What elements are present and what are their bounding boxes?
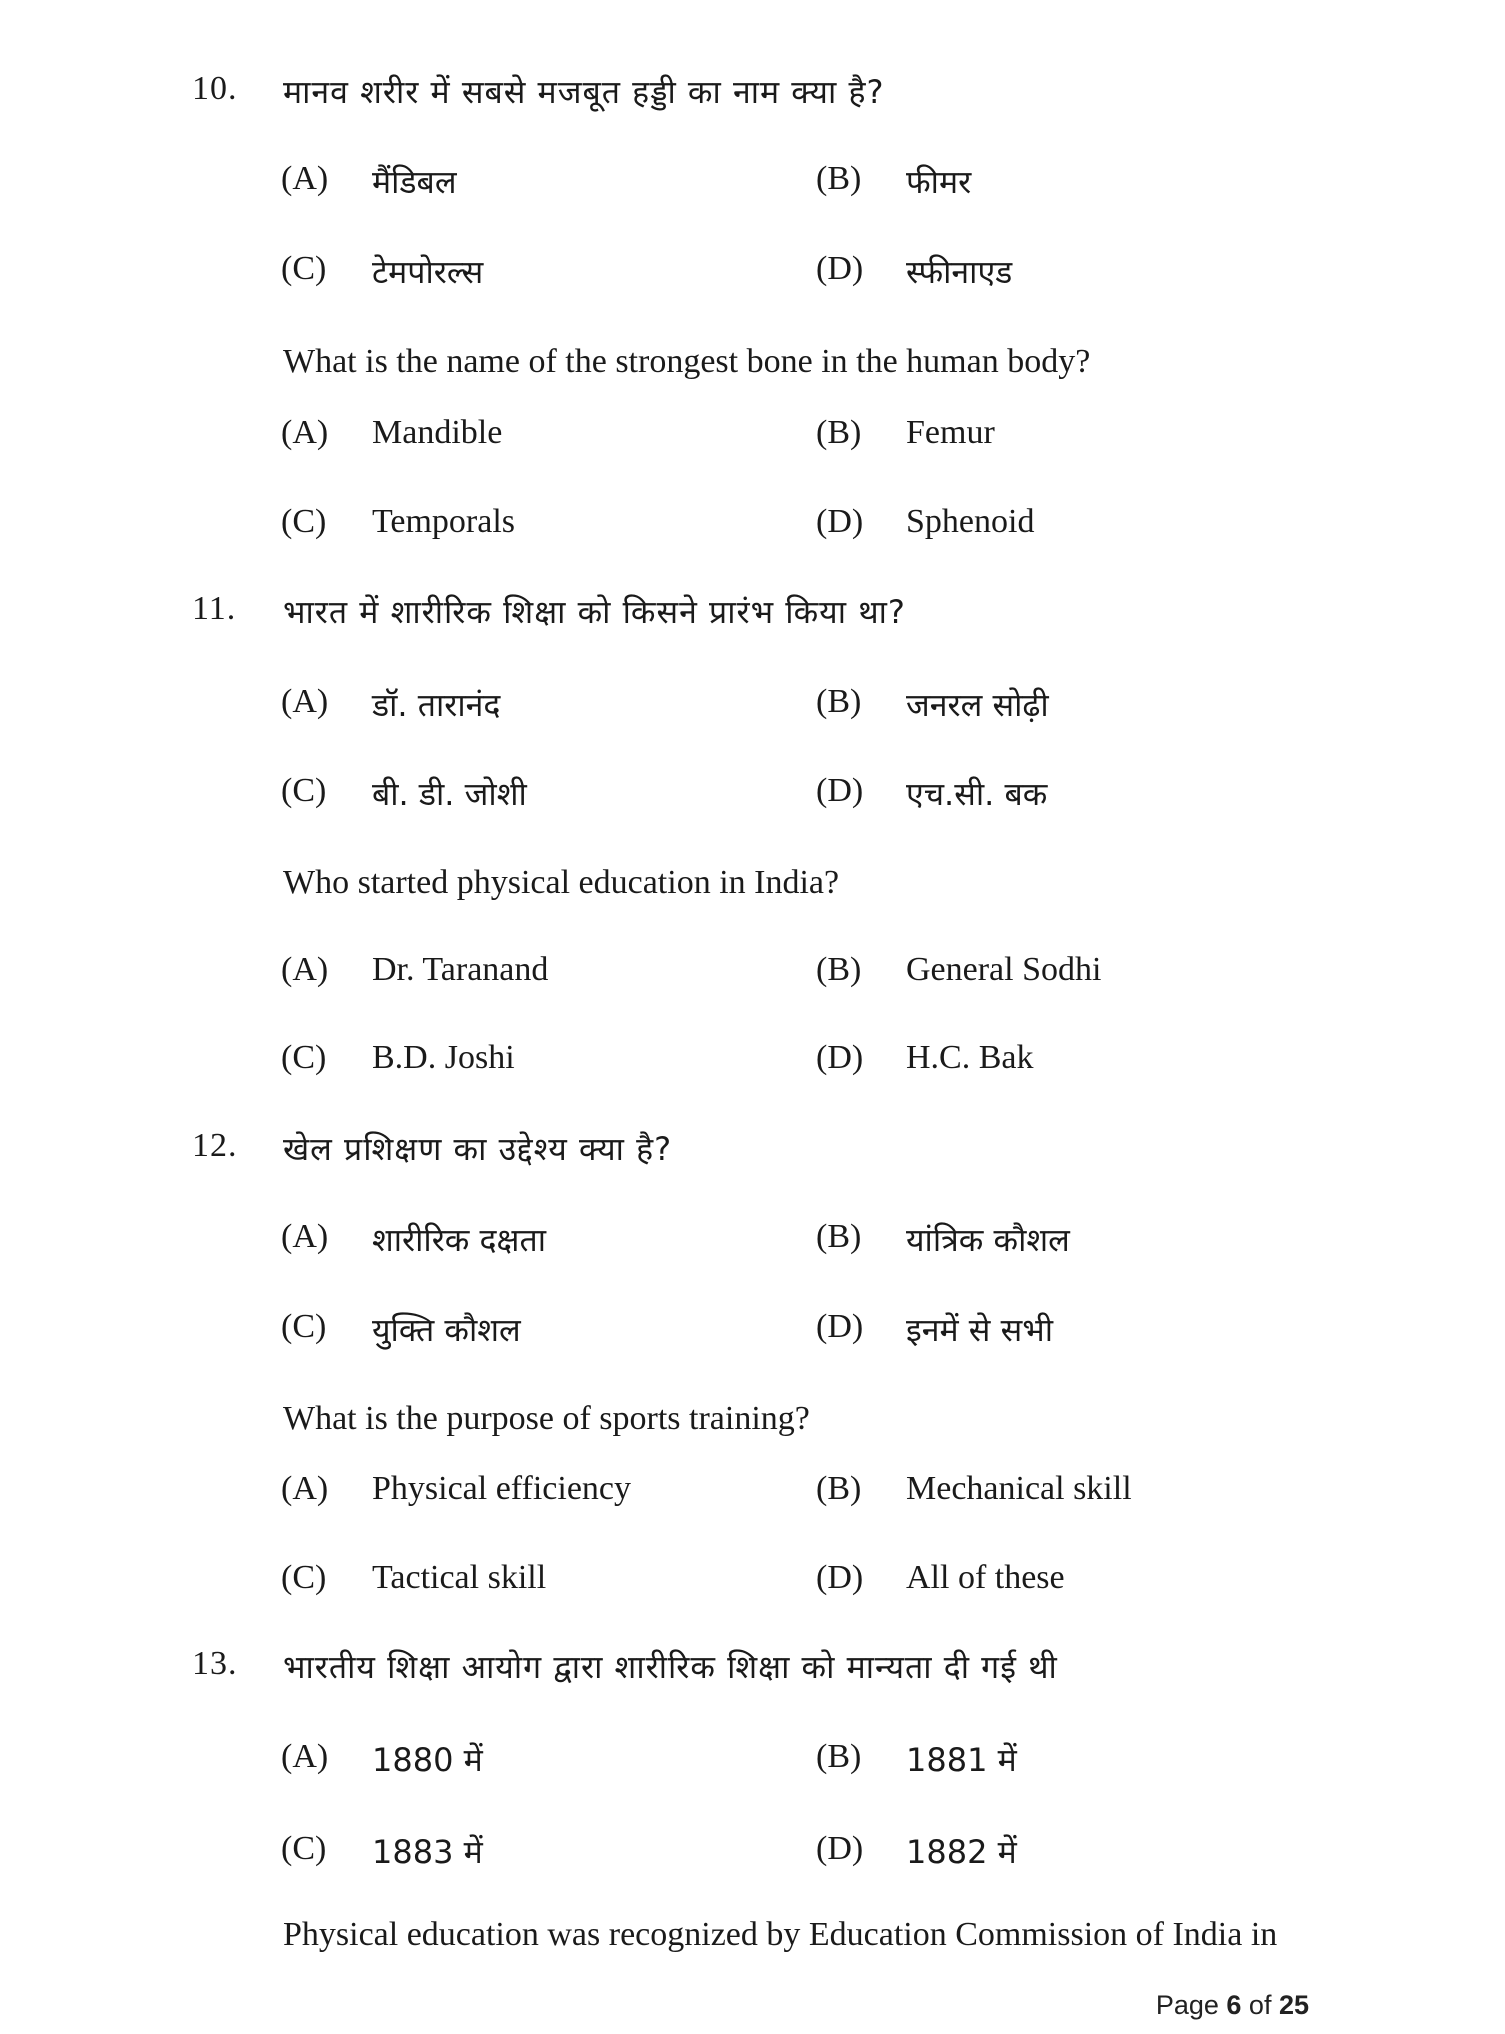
option-label: (A) <box>281 414 329 451</box>
option-text-english: Mandible <box>372 414 503 451</box>
option-label: (D) <box>816 772 864 809</box>
option-text-hindi: बी. डी. जोशी <box>372 775 527 813</box>
option-text-english: General Sodhi <box>906 951 1102 988</box>
option-text-hindi: एच.सी. बक <box>906 775 1048 813</box>
question-number: 11. <box>192 590 237 627</box>
page-current: 6 <box>1226 1990 1242 2020</box>
option-text-hindi: यांत्रिक कौशल <box>906 1221 1070 1259</box>
question-text-hindi: भारत में शारीरिक शिक्षा को किसने प्रारंभ किया था? <box>283 593 906 631</box>
option-text-english: Dr. Taranand <box>372 951 549 988</box>
option-text-hindi: फीमर <box>906 163 972 201</box>
option-text-hindi: जनरल सोढ़ी <box>906 686 1049 724</box>
option-label: (B) <box>816 1470 862 1507</box>
page-total: 25 <box>1278 1990 1309 2020</box>
option-label: (A) <box>281 1470 329 1507</box>
option-label: (D) <box>816 250 864 287</box>
option-text-hindi: युक्ति कौशल <box>372 1311 521 1349</box>
question-text-hindi: खेल प्रशिक्षण का उद्देश्य क्या है? <box>283 1130 673 1168</box>
option-text-english: Sphenoid <box>906 503 1035 540</box>
option-label: (C) <box>281 1559 327 1596</box>
option-label: (B) <box>816 1218 862 1255</box>
option-text-english: Temporals <box>372 503 516 540</box>
option-label: (D) <box>816 503 864 540</box>
option-label: (A) <box>281 951 329 988</box>
question-text-english: Physical education was recognized by Education Commission of India in <box>283 1916 1278 1953</box>
option-label: (B) <box>816 414 862 451</box>
page-footer <box>1156 1990 1309 2021</box>
option-label: (A) <box>281 683 329 720</box>
option-text-english: Mechanical skill <box>906 1470 1132 1507</box>
option-text-english: H.C. Bak <box>906 1039 1034 1076</box>
option-label: (C) <box>281 250 327 287</box>
option-text-hindi: शारीरिक दक्षता <box>372 1221 547 1259</box>
option-text-hindi: 1880 में <box>372 1741 483 1779</box>
page-prefix: Page <box>1155 1990 1227 2020</box>
question-text-hindi: भारतीय शिक्षा आयोग द्वारा शारीरिक शिक्षा को मान्यता दी गई थी <box>283 1648 1058 1686</box>
option-label: (A) <box>281 1738 329 1775</box>
option-label: (D) <box>816 1559 864 1596</box>
question-number: 13. <box>192 1645 238 1682</box>
option-text-english: B.D. Joshi <box>372 1039 515 1076</box>
option-text-hindi: स्फीनाएड <box>906 253 1013 291</box>
option-text-english: Femur <box>906 414 995 451</box>
option-text-hindi: 1883 में <box>372 1833 483 1871</box>
option-text-english: Physical efficiency <box>372 1470 632 1507</box>
option-label: (D) <box>816 1039 864 1076</box>
page-middle: of <box>1241 1990 1279 2020</box>
question-text-english: What is the purpose of sports training? <box>283 1400 810 1437</box>
option-label: (D) <box>816 1308 864 1345</box>
option-label: (C) <box>281 1308 327 1345</box>
option-label: (C) <box>281 772 327 809</box>
option-text-english: All of these <box>906 1559 1065 1596</box>
option-label: (A) <box>281 160 329 197</box>
option-text-english: Tactical skill <box>372 1559 547 1596</box>
option-text-hindi: टेमपोरल्स <box>372 253 484 291</box>
option-label: (D) <box>816 1830 864 1867</box>
question-text-english: Who started physical education in India? <box>283 864 840 901</box>
option-text-hindi: डॉ. तारानंद <box>372 686 501 724</box>
option-label: (B) <box>816 1738 862 1775</box>
option-label: (A) <box>281 1218 329 1255</box>
option-label: (B) <box>816 951 862 988</box>
option-label: (B) <box>816 160 862 197</box>
option-label: (C) <box>281 503 327 540</box>
option-label: (C) <box>281 1039 327 1076</box>
question-text-english: What is the name of the strongest bone in the human body? <box>283 343 1091 380</box>
option-text-hindi: 1882 में <box>906 1833 1017 1871</box>
option-text-hindi: 1881 में <box>906 1741 1017 1779</box>
question-text-hindi: मानव शरीर में सबसे मजबूत हड्डी का नाम क्या है? <box>283 73 885 111</box>
question-number: 12. <box>192 1127 238 1164</box>
option-label: (C) <box>281 1830 327 1867</box>
option-text-hindi: मैंडिबल <box>372 163 457 201</box>
question-number: 10. <box>192 70 238 107</box>
option-text-hindi: इनमें से सभी <box>906 1311 1054 1349</box>
option-label: (B) <box>816 683 862 720</box>
